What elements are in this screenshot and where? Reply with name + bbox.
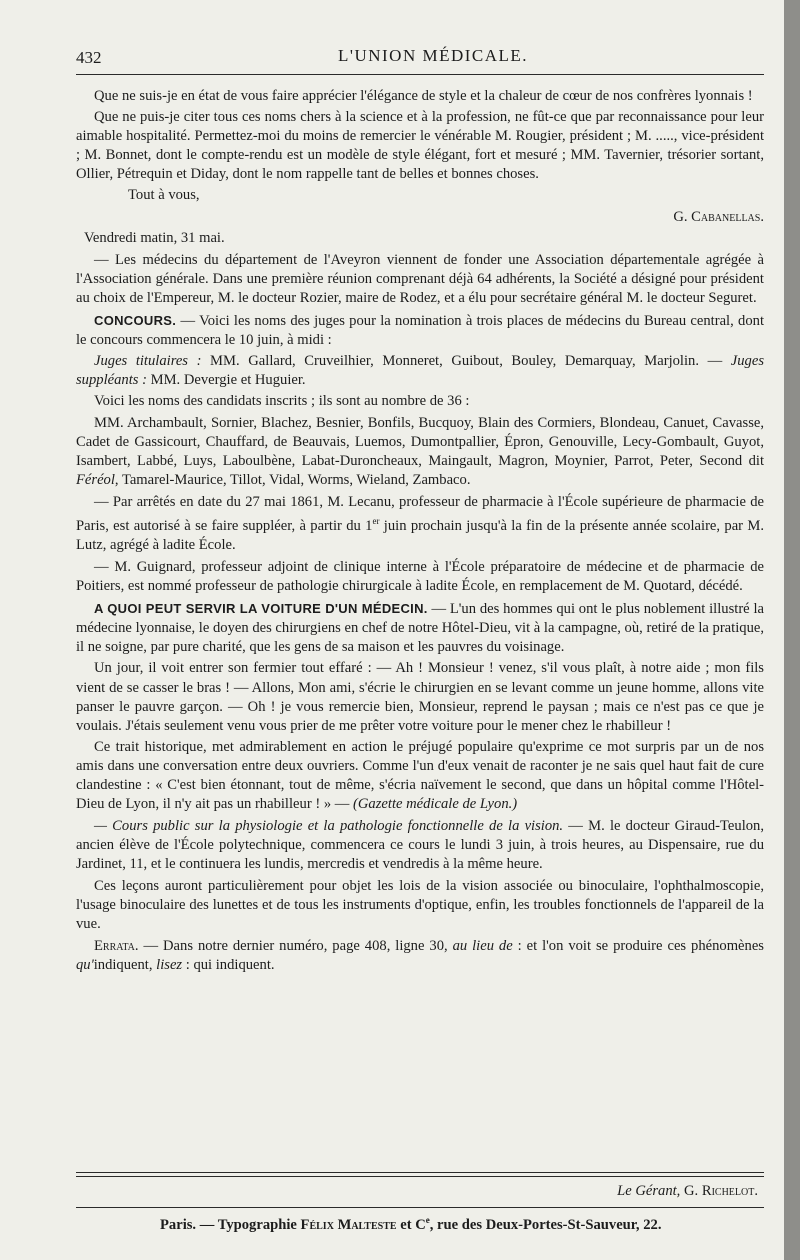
page-number: 432 [76, 48, 102, 67]
paragraph: — M. Guignard, professeur adjoint de clinique interne à l'École préparatoire de médecine et de pharmacie de Poitiers, est nommé professeur de pathologie chirurgicale à ladite École, en remplacement de M. Quotard, décédé. [76, 559, 764, 595]
gerant-name: G. Richelot. [684, 1183, 758, 1199]
signature: G. Cabanellas. [673, 208, 764, 225]
errata-italic-2: qu' [76, 956, 94, 973]
gerant-line [617, 1183, 758, 1200]
errata-paragraph [76, 937, 764, 975]
footer-rule [76, 1172, 764, 1173]
paragraph: Voici les noms des candidats inscrits ; ils sont au nombre de 36 : [94, 393, 470, 410]
imprint-text-2: et C [396, 1216, 426, 1233]
cours-paragraph [76, 817, 764, 874]
voiture-paragraph [76, 599, 764, 657]
candidates-list-part1: MM. Archambault, Sornier, Blachez, Besnier, Bonfils, Bucquoy, Blain des Cormiers, Blondeau, Canuet, Cavasse, Cadet de Gassicourt, Chauffard, de Beauvais, Luemos, Dumontpallier, Épron, Genouville, Lecy-Gombault, Guyot, Isambert, Labbé, Luys, Laboulbène, Labat-Duroncheaux, Maingault, Magron, Moynier, Parrot, Peter, Second dit [76, 414, 764, 469]
paragraph: Un jour, il voit entrer son fermier tout effaré : — Ah ! Monsieur ! venez, s'il vous plaît, à notre aide ; mon fils vient de se casser le bras ! — Allons, Mon ami, s'écrie le chirurgien en se levant comme un jeune homme, allons vite panser le pauvre garçon. — Oh ! je vous remercie bien, Monsieur, reprend le paysan ; mais ce n'est pas ce que je voulais. J'étais seulement venu vous prier de me prêter votre voiture pour le mener chez le rhabilleur ! [76, 660, 764, 734]
imprint-superscript: e [425, 1215, 430, 1225]
judges-paragraph [76, 352, 764, 390]
page-header [76, 44, 764, 75]
lecanu-text-1: — Par arrêtés en date du 27 mai 1861, M. Lecanu, professeur de pharmacie à l'École supérieure de pharmacie de Paris, est autorisé à se faire suppléer, à partir du 1 [76, 493, 764, 534]
errata-label: Errata. [94, 937, 139, 954]
judges-label-titulaires: Juges titulaires : [94, 353, 202, 370]
footer-rule-thin [76, 1176, 764, 1177]
cours-text: — M. le docteur Giraud-Teulon, ancien élève de l'École polytechnique, commencera ce cours le lundi 3 juin, à trois heures, au Dispensaire, rue du Jardinet, 11, et le continuera les lundis, mercredis et vendredis à la même heure. [76, 818, 765, 873]
page-edge-shadow [784, 0, 800, 1260]
concours-paragraph [76, 311, 764, 350]
paragraph: Ces leçons auront particulièrement pour objet les lois de la vision associée ou binoculaire, l'ophthalmoscopie, l'usage binoculaire des lunettes et de tous les instruments d'optique, enfin, les troubles fonctionnels de l'appareil de la vue. [76, 877, 764, 932]
lecanu-text-2: juin prochain jusqu'à la fin de la présente année scolaire, par M. Lutz, agrégé à ladite École. [76, 517, 764, 553]
judges-titulaires-list: MM. Gallard, Cruveilhier, Monneret, Guibout, Bouley, Demarquay, Marjolin. — [201, 353, 731, 370]
superscript: er [372, 515, 380, 526]
lecanu-paragraph [76, 493, 764, 555]
closing-salutation: Tout à vous, [128, 187, 200, 204]
errata-italic-1: au lieu de [452, 937, 513, 954]
errata-text-1: — Dans notre dernier numéro, page 408, ligne 30, [138, 937, 453, 954]
paragraph: Que ne puis-je citer tous ces noms chers à la science et à la profession, ne fût-ce que par reconnaissance pour leur aimable hospitalité. Permettez-moi du moins de remercier le vénérable M. Rougier, président ; M. ....., vice-président ; M. Bonnet, dont le compte-rendu est un modèle de style élégant, fort et mesuré ; MM. Tavernier, trésorier sortant, Ollier, Pétrequin et Diday, dont le nom rappelle tant de belles et bonnes choses. [76, 109, 764, 183]
printer-imprint [160, 1215, 661, 1234]
gerant-label: Le Gérant, [617, 1183, 681, 1199]
concours-heading: CONCOURS. [94, 313, 177, 329]
candidate-ferreol: Féréol [76, 471, 115, 488]
gazette-citation: (Gazette médicale de Lyon.) [353, 796, 518, 813]
judges-suppleants-list: MM. Devergie et Huguier. [146, 372, 306, 389]
imprint-address: , rue des Deux-Portes-St-Sauveur, 22. [429, 1216, 662, 1233]
voiture-text: — L'un des hommes qui ont le plus noblement illustré la médecine lyonnaise, le doyen des chirurgiens en chef de notre Hôtel-Dieu, vit à la campagne, où, retiré de la pratique, il ne soigne, par pure charité, que les gens de sa maison et les pauvres du voisinage. [76, 601, 764, 656]
voiture-heading: A QUOI PEUT SERVIR LA VOITURE D'UN MÉDECIN. [94, 601, 428, 617]
imprint-rule [76, 1207, 764, 1208]
imprint-printer-name: Félix Malteste [300, 1216, 397, 1233]
errata-italic-3: lisez [156, 956, 183, 973]
cours-title: — Cours public sur la physiologie et la pathologie fonctionnelle de la vision. [94, 818, 564, 835]
candidates-list-part2: , Tamarel-Maurice, Tillot, Vidal, Worms, Wieland, Zambaco. [114, 471, 471, 488]
paragraph: — Les médecins du département de l'Aveyron viennent de fonder une Association départementale agrégée à l'Association générale. Dans une première réunion comprenant déjà 64 adhérents, la Société a désigné pour président au choix de l'Empereur, M. le docteur Rozier, maire de Rodez, et a élu pour secrétaire général M. le docteur Seguret. [76, 251, 764, 306]
imprint-text-1: Paris. — Typographie [160, 1216, 301, 1233]
errata-text-2: : et l'on voit se produire ces phénomènes [512, 937, 764, 954]
errata-text-3: indiquent, [93, 956, 157, 973]
trait-paragraph [76, 738, 764, 814]
dateline: Vendredi matin, 31 mai. [84, 229, 225, 246]
article-body [76, 87, 764, 975]
candidates-paragraph [76, 414, 764, 490]
running-title: L'UNION MÉDICALE. [338, 46, 529, 65]
paragraph: Que ne suis-je en état de vous faire apprécier l'élégance de style et la chaleur de cœur de nos confrères lyonnais ! [94, 88, 753, 104]
trait-text: Ce trait historique, met admirablement en action le préjugé populaire qu'exprime ce mot surpris par un de nos amis dans une conversation entre deux ouvriers. Comme l'un d'eux venait de raconter je ne sais quel haut fait de cure clandestine : « C'est bien étonnant, tout de même, s'écria naïvement le second, que dans un hôpital comme l'Hôtel-Dieu de Lyon, il n'y ait pas un rhabilleur ! » — [76, 738, 764, 813]
concours-text: — Voici les noms des juges pour la nomination à trois places de médecins du Bureau central, dont le concours commencera le 10 juin, à midi : [76, 313, 764, 349]
errata-text-4: : qui indiquent. [182, 956, 275, 973]
judges-label-suppleants: Juges suppléants : [76, 353, 764, 389]
